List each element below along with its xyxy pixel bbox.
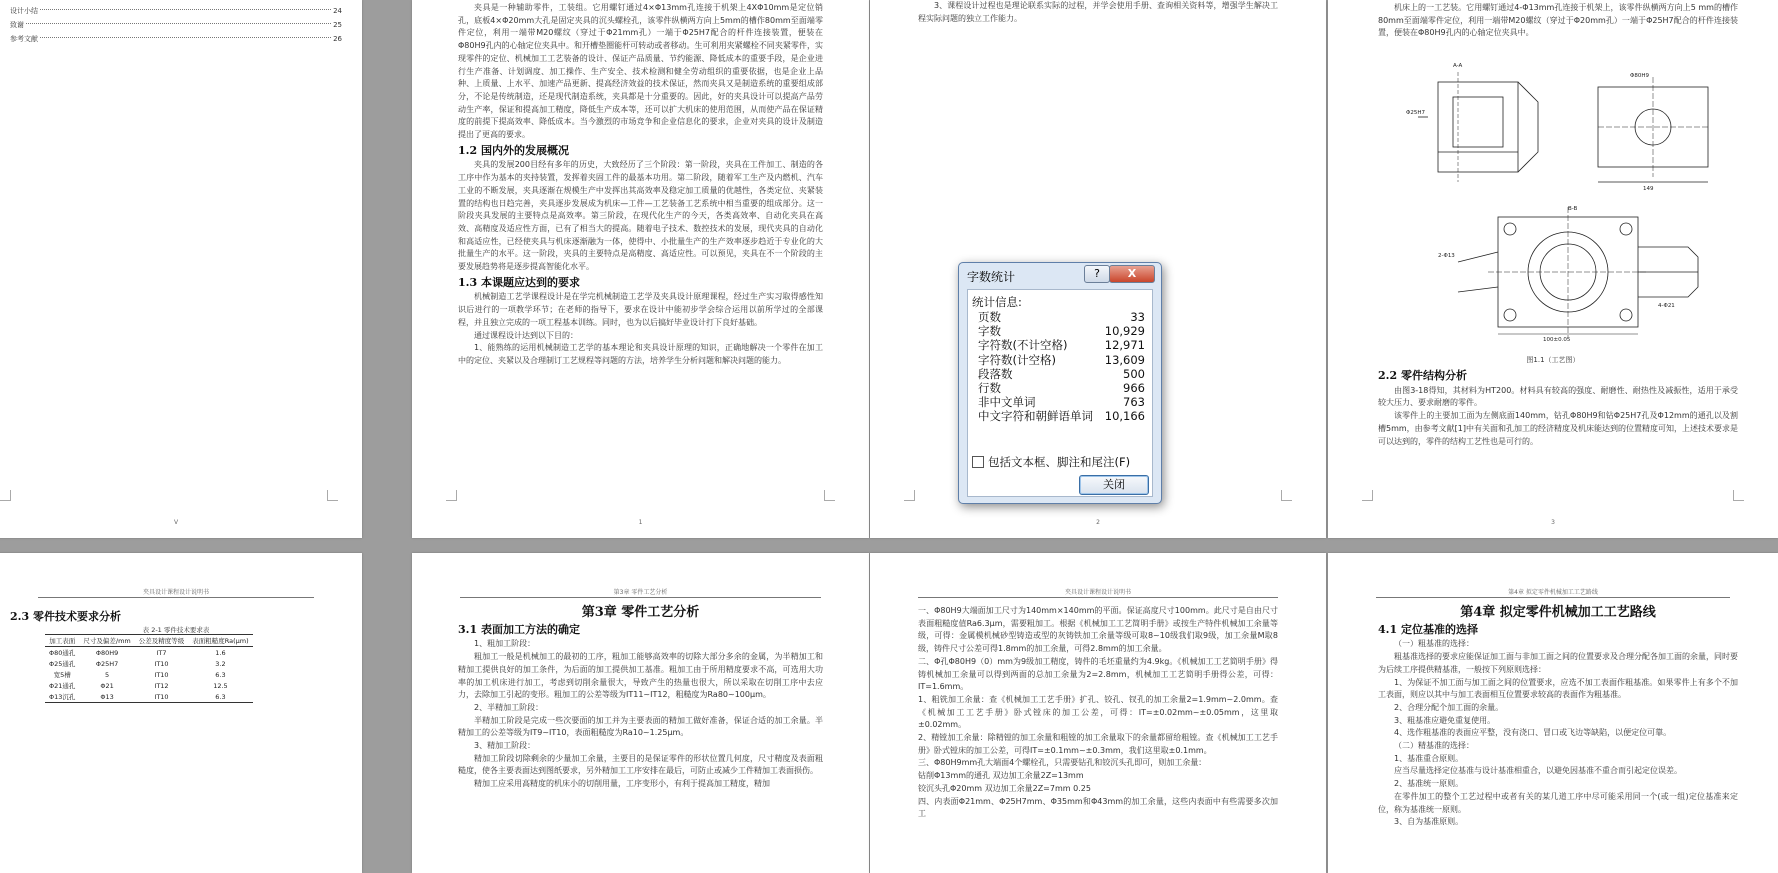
stat-row [978, 381, 1145, 395]
list-item: 3、粗基准应避免重复使用。 [1394, 715, 1496, 725]
cell: Φ13 [79, 691, 134, 703]
paragraph: 通过课程设计达到以下目的： [474, 330, 578, 340]
page-toc [0, 0, 362, 538]
intro-paragraph: 夹具是一种辅助零件，工装组。它用螺钉通过4×Φ13mm孔连接于机架上4XΦ10mm是定位销孔，底板4×Φ20mm大孔是固定夹具的沉头螺栓孔，该零件纵横两方向上5mm的槽作80mm至面端零件定位，利用一端带M20螺纹（穿过于Φ21mm孔）一端于Φ25H7配合的杆件连接装置，便装在Φ80H9孔内的心轴定位夹具中。和开槽垫圈能杆可转动或者移动。生可利用夹紧螺栓不同夹紧零件，实现零件的定位、机械加工工艺装备的设计、保证产品质量、节约能源、降低成本的重要手段，是企业进行生产准备、计划调度、加工操作、生产安全、技术检测和健全劳动组织的重要依据，也是企业上品种、上质量、上水平、加速产品更新、提高经济效益的技术保证，然而夹具又是制造系统的重要组成部分，不论是传统制造，还是现代制造系统，夹具都是十分重要的。因此，好的夹具设计可以提高产品劳动生产率，保证和提高加工精度，降低生产成本等，还可以扩大机床的使用范围，从而使产品在保证精度的前提下提高效率、降低成本。当今激烈的市场竞争和企业信息化的要求，企业对夹具的设计及制造提出了更高的要求。 [458, 3, 823, 140]
figure-caption: 图1.1（工艺图） [1526, 356, 1580, 364]
cell: Φ25通孔 [49, 660, 76, 668]
cell: 1.6 [215, 648, 226, 657]
dialog-title: 字数统计 [967, 270, 1016, 284]
cell: Φ13沉孔 [45, 691, 79, 703]
paragraph: 2、基准统一原则。 [1394, 779, 1464, 789]
page-number: 3 [1551, 519, 1555, 526]
toc-label: 设计小结 [10, 7, 38, 15]
paragraph: 三、Φ80H9mm孔大端面4个螺栓孔，只需要钻孔和铰沉头孔即可，则加工余量： [918, 758, 1207, 768]
dimension-label: 100±0.05 [1543, 337, 1571, 342]
word-count-dialog [958, 262, 1162, 504]
running-header: 第4章 拟定零件机械加工工艺路线 [1508, 589, 1598, 596]
table-header-row [45, 635, 253, 647]
subheading: 1、粗加工阶段： [474, 639, 536, 649]
section-heading-1-2: 1.2 国内外的发展概况 [458, 143, 569, 157]
page-drawing [1328, 0, 1778, 538]
stat-value: 13,609 [1104, 352, 1145, 367]
page-number: 2 [1096, 519, 1100, 526]
paragraph: 夹具的发展200目经有多年的历史，大致经历了三个阶段：第一阶段，夹具在工件加工、制造的各工序中作为基本的夹持装置，发挥着夹固工件的最基本功用。第二阶段，随着军工生产及内燃机、汽车工业的不断发展，夹具逐渐在规模生产中发挥出其高效率及稳定加工质量的优越性，各类定位、夹紧装置的结构也日趋完善，夹具逐步发展成为机床—工件—工艺装备工艺系统中相当重要的组成部分。这一阶段夹具发展的主要特点是高效率。第三阶段，在现代化生产的今天，各类高效率、自动化夹具在高效、高精度及适应性方面，已有了相当大的提高。随着电子技术、数控技术的发展，现代夹具的自动化和高适应性，已经使夹具与机床逐渐融为一体，使得中、小批量生产的生产效率逐步趋近于专业化的大批量生产的水平。这一阶段，夹具的主要特点是高精度、高适应性。可以预见，夹具在不一个阶段的主要发展趋势将是逐步提高智能化水平。 [458, 160, 823, 272]
subheading: （一）粗基准的选择： [1394, 639, 1474, 649]
section-label: A-A [1453, 63, 1463, 69]
paragraph: 由图3-18得知，其材料为HT200。材料具有较高的强度、耐磨性、耐热性及减振性，适用于承受较大压力、要求耐磨的零件。 [1378, 385, 1738, 408]
stat-label: 非中文单词 [978, 395, 1036, 410]
dimension-label: 149 [1643, 186, 1654, 192]
paragraph: 3、课程设计过程也是理论联系实际的过程，并学会使用手册、查询相关资料等，增强学生解决工程实际问题的独立工作能力。 [918, 1, 1278, 23]
table-row [45, 669, 253, 680]
stat-label: 页数 [978, 310, 1001, 324]
stat-value: 500 [1123, 366, 1145, 381]
section-heading-4-1: 4.1 定位基准的选择 [1378, 622, 1478, 636]
toc-page: 25 [333, 21, 342, 29]
tech-requirements-table [45, 634, 253, 703]
toc-page: 24 [333, 7, 342, 15]
table-row [45, 647, 253, 659]
table-title: 表 2-1 零件技术要求表 [142, 626, 210, 634]
stat-row [978, 367, 1145, 381]
stat-row [978, 409, 1145, 423]
paragraph: 机械制造工艺学课程设计是在学完机械制造工艺学及夹具设计原理课程，经过生产实习取得感性知识后进行的一项教学环节；在老师的指导下，要求在设计中能初步学会综合运用以前所学过的全部课程，并且独立完成的一项工程基本训练。同时，也为以后搞好毕业设计打下良好基础。 [458, 292, 823, 327]
paragraph: 二、Φ孔Φ80H9（0）mm为9级加工精度，铸件的毛坯重量约为4.9kg。《机械加工工艺简明手册》得铸机械加工余量可以得到两面的总加工余量为2=2.8mm，机械加工工艺简明手册得公差，可得：IT=1.6mm。 [918, 656, 1278, 692]
checkbox-icon[interactable] [972, 456, 984, 468]
page-table [0, 553, 362, 873]
paragraph: 钻削Φ13mm的通孔 双边加工余量2Z=13mm [918, 771, 1084, 781]
cell: IT12 [154, 681, 169, 690]
section-heading-1-3: 1.3 本课题应达到的要求 [458, 275, 580, 289]
paragraph: 1、粗铣加工余量：查《机械加工工艺手册》扩孔、铰孔、钗孔的加工余量2=1.9mm~2.0mm。查《机械加工工艺手册》卧式镗床的加工公差，可得：IT=±0.02mm~±0.05mm，这里取±0.02mm。 [918, 694, 1278, 730]
cell: 6.3 [215, 670, 226, 679]
stat-label: 字符数(计空格) [978, 352, 1056, 367]
dimension-label: Φ80H9 [1630, 73, 1649, 79]
stat-value: 10,929 [1104, 324, 1145, 339]
engineering-drawing [1398, 52, 1738, 342]
dialog-titlebar[interactable] [959, 263, 1161, 287]
subheading: 2、半精加工阶段： [474, 702, 544, 712]
cell: Φ25H7 [95, 659, 119, 668]
cell: 宽5槽 [53, 671, 71, 679]
subheading: （二）精基准的选择： [1394, 741, 1474, 751]
paragraph: 该零件上的主要加工面为左侧底面140mm，钻孔Φ80H9和钻Φ25H7孔及Φ12mm的通孔以及割槽5mm，由参考文献[1]中有关面和孔加工的经济精度及机床能达到的位置精度可知，上述技术要求是可以达到的，零件的结构工艺性也是可行的。 [1378, 411, 1739, 446]
stat-row [978, 310, 1145, 324]
chapter-title: 第3章 零件工艺分析 [581, 605, 700, 620]
cell: IT10 [135, 691, 189, 703]
paragraph: 机床上的一工艺装。它用螺钉通过4-Φ13mm孔连接于机架上，该零件纵横两方向上5 mm的槽作80mm至面端零件定位，利用一端带M20螺纹（穿过于Φ20mm孔）一端于Φ25H7配合的杆件连接装置，便装在Φ80H9孔内的心轴定位夹具中。 [1378, 3, 1738, 38]
dimension-label: Φ25H7 [1406, 110, 1425, 116]
column-header: 加工表面 [45, 635, 79, 647]
list-item: 1、为保证不加工面与加工面之间的位置要求，应选不加工表面作粗基准。如果零件上有多个不加工表面，则应以其中与加工表面相互位置要求较高的表面作为粗基准。 [1378, 677, 1738, 700]
section-heading-2-3: 2.3 零件技术要求分析 [10, 610, 121, 623]
page-allowance [870, 553, 1326, 873]
close-button[interactable]: 关闭 [1079, 475, 1149, 495]
checkbox-label: 包括文本框、脚注和尾注(F) [988, 455, 1131, 469]
help-button[interactable]: ? [1084, 265, 1110, 283]
page-chapter-4 [1328, 553, 1778, 873]
page-chapter-3 [412, 553, 869, 873]
paragraph: 一、Φ80H9大端面加工尺寸为140mm×140mm的平面。保证高度尺寸100mm。此尺寸是自由尺寸表面粗糙度值Ra6.3μm，需要粗加工。根据《机械加工工艺简明手册》或按生产特件机械加工余量等级，可得：金属模机械砂型铸造或型的灰铸铁加工余量等级可取8~10级我们取9级，加工余量M取8级，铸件尺寸公差可得1.8mm的加工余量，可得2.8mm的加工余量。 [918, 606, 1278, 654]
paragraph: 在零件加工的整个工艺过程中或者有关的某几道工序中尽可能采用同一个(或一组)定位基准来定位，称为基准统一原则。 [1378, 791, 1738, 814]
cell: IT7 [156, 648, 167, 657]
toc-row[interactable] [10, 32, 342, 46]
column-header: 公差及精度等级 [135, 635, 189, 647]
chapter-title: 第4章 拟定零件机械加工工艺路线 [1460, 605, 1656, 620]
paragraph: 应当尽量选择定位基准与设计基准相重合，以避免因基准不重合而引起定位误差。 [1394, 766, 1682, 776]
subheading: 3、精加工阶段： [474, 741, 536, 751]
cell: IT10 [154, 659, 169, 668]
stat-label: 字符数(不计空格) [978, 338, 1068, 353]
dimension-label: 2-Φ13 [1438, 253, 1455, 259]
stats-list [978, 310, 1145, 424]
stats-section-label: 统计信息: [972, 295, 1022, 309]
page-number: 1 [638, 519, 643, 526]
column-header: 表面粗糙度Ra(μm) [188, 635, 252, 647]
cell: Φ21 [100, 681, 114, 690]
section-label: B-B [1568, 206, 1578, 212]
close-icon[interactable]: X [1109, 265, 1155, 283]
section-heading-3-1: 3.1 表面加工方法的确定 [458, 622, 580, 636]
table-row [45, 691, 253, 703]
cell: 12.5 [213, 681, 228, 690]
stat-row [978, 324, 1145, 338]
stat-value: 763 [1123, 395, 1145, 410]
paragraph: 3、自为基准原则。 [1394, 817, 1464, 827]
dimension-label: 4-Φ21 [1658, 303, 1675, 309]
toc-row[interactable] [10, 18, 342, 32]
toc-label: 致谢 [10, 21, 24, 29]
stat-row [978, 338, 1145, 352]
list-item: 4、选作粗基准的表面应平整，没有浇口、冒口或飞边等缺陷，以便定位可靠。 [1394, 728, 1672, 738]
cell: 3.2 [215, 659, 226, 668]
stat-row [978, 353, 1145, 367]
cell: IT10 [154, 670, 169, 679]
column-header: 尺寸及偏差/mm [79, 635, 134, 647]
toc-row[interactable] [10, 4, 342, 18]
cell: Φ80通孔 [49, 649, 76, 657]
paragraph: 粗基准选择的要求应能保证加工面与非加工面之间的位置要求及合理分配各加工面的余量，同时要为后续工序提供精基准，一般按下列原则选择： [1378, 652, 1738, 674]
paragraph: 1、基准重合原则。 [1394, 753, 1464, 763]
paragraph: 1、能熟练的运用机械制造工艺学的基本理论和夹具设计原理的知识，正确地解决一个零件在加工中的定位、夹紧以及合理制订工艺规程等问题的方法，培养学生分析问题和解决问题的能力。 [458, 343, 823, 365]
running-header: 夹具设计课程设计说明书 [142, 589, 209, 596]
dialog-body [967, 289, 1153, 497]
stat-label: 行数 [978, 380, 1001, 395]
cell: Φ21通孔 [49, 682, 76, 690]
paragraph: 精加工应采用高精度的机床小的切削用量，工序变形小，有利于提高加工精度，精加 [474, 779, 770, 789]
paragraph: 铰沉头孔Φ20mm 双边加工余量2Z=7mm 0.25 [918, 783, 1091, 793]
table-row [45, 680, 253, 691]
paragraph: 半精加工阶段是完成一些次要面的加工并为主要表面的精加工做好准备，保证合适的加工余量。半精加工的公差等级为IT9~IT10，表面粗糙度为Ra10~1.25μm。 [458, 715, 823, 738]
stat-value: 966 [1123, 380, 1145, 395]
list-item: 2、合理分配个加工面的余量。 [1394, 702, 1504, 712]
cell: Φ80H9 [95, 648, 119, 657]
stat-label: 中文字符和朝鲜语单词 [978, 409, 1093, 424]
stat-value: 10,166 [1104, 409, 1145, 424]
running-header: 第3章 零件工艺分析 [613, 589, 668, 596]
table-row [45, 658, 253, 669]
paragraph: 粗加工一般是机械加工的最初的工序，粗加工能够高效率的切除大部分多余的金属，为半精加工和精加工提供良好的加工条件，为后面的加工提供加工基准。粗加工由于所用精度要求不高，可选用大功率的加工机床进行加工，考虑到切削余量很大，导致产生的热量也很大，所以采取在切削工序中去应力，去除加工引起的变形。粗加工的公差等级为IT11~IT12，粗糙度为Ra80~100μm。 [458, 652, 823, 700]
stat-value: 33 [1130, 310, 1145, 324]
cell: 5 [105, 670, 110, 679]
stat-value: 12,971 [1104, 338, 1145, 353]
paragraph: 四、内表面Φ21mm、Φ25H7mm、Φ35mm和Φ43mm的加工余量，这些内表面中有些需要多次加工 [918, 796, 1278, 819]
include-textboxes-checkbox[interactable] [972, 454, 1130, 470]
paragraph: 2、精镗加工余量：除精镗的加工余量和粗镗的加工余量取下的余量都留给粗镗。查《机械加工工艺手册》卧式镗床的加工公差，可得IT=±0.1mm~±0.3mm，我们这里取±0.1mm。 [918, 733, 1278, 755]
paragraph: 精加工阶段切除剩余的少量加工余量，主要目的是保证零件的形状位置几何度，尺寸精度及表面粗糙度，使各主要表面达到图纸要求，另外精加工工序安排在最后，可防止或减少工件精加工表面损伤。 [458, 753, 823, 776]
page-intro [412, 0, 869, 538]
toc-label: 参考文献 [10, 35, 38, 43]
section-heading-2-2: 2.2 零件结构分析 [1378, 369, 1467, 382]
stat-label: 字数 [978, 324, 1001, 339]
stat-label: 段落数 [978, 366, 1013, 381]
cell: 6.3 [188, 691, 252, 703]
toc-page: 26 [333, 35, 342, 43]
stat-row [978, 395, 1145, 409]
page-number: V [173, 519, 179, 526]
running-header: 夹具设计课程设计说明书 [1064, 589, 1131, 596]
